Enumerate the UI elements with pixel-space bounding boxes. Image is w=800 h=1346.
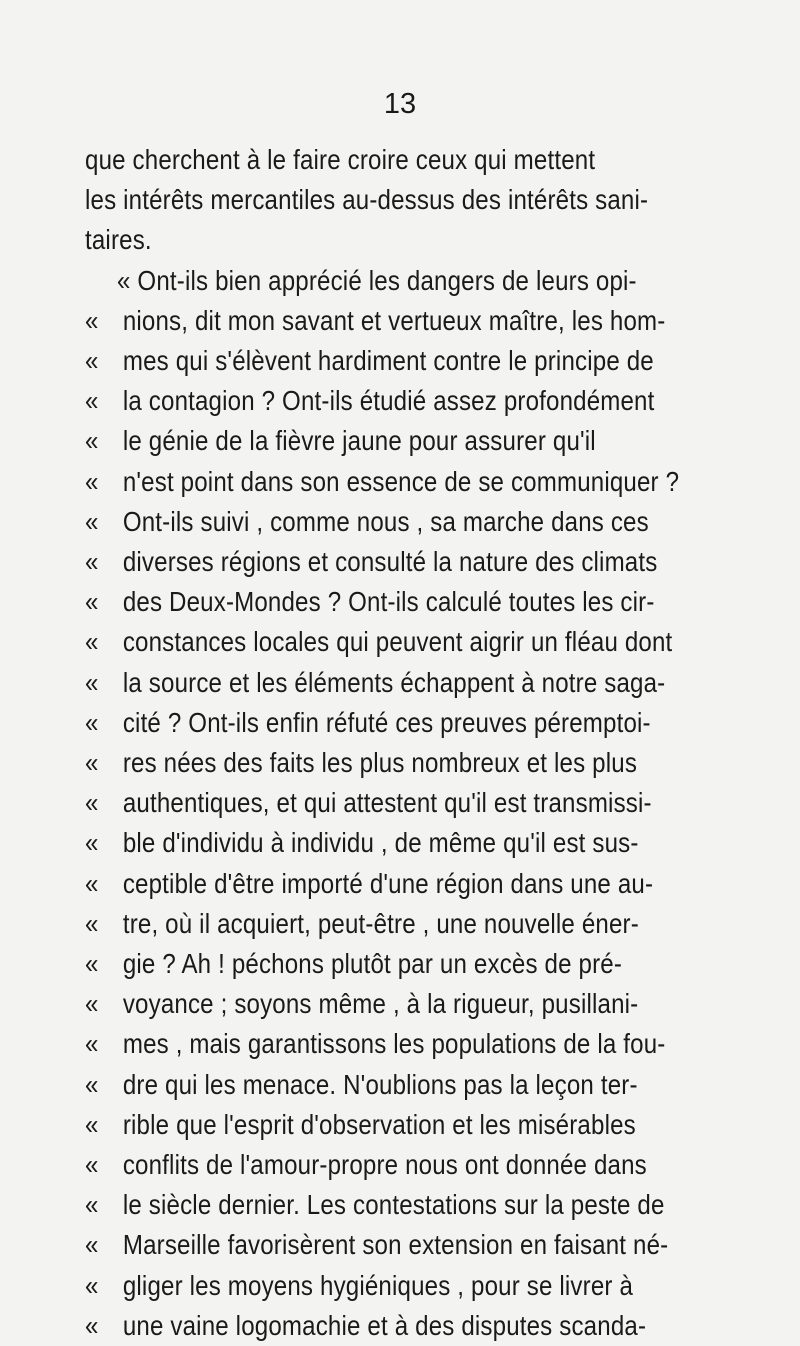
guillemet-mark: « bbox=[85, 385, 99, 417]
text-line bbox=[85, 944, 622, 984]
guillemet-mark: « bbox=[85, 626, 99, 658]
text-line bbox=[85, 823, 639, 863]
guillemet-mark: « bbox=[85, 706, 99, 738]
text-line-content: le génie de la fièvre jaune pour assurer qu'il bbox=[122, 425, 596, 457]
guillemet-mark: « bbox=[85, 1149, 99, 1180]
guillemet-mark: « bbox=[85, 1068, 99, 1100]
text-line bbox=[85, 1065, 638, 1105]
text-line-content: rible que l'esprit d'observation et les misérables bbox=[122, 1108, 636, 1140]
guillemet-mark: « bbox=[85, 1309, 99, 1341]
guillemet-mark: « bbox=[85, 425, 99, 457]
text-line bbox=[85, 542, 657, 582]
text-line-content: conflits de l'amour-propre nous ont donnée dans bbox=[122, 1149, 647, 1180]
text-line bbox=[85, 1145, 647, 1185]
guillemet-mark: « bbox=[85, 1229, 99, 1261]
text-line-content: nions, dit mon savant et vertueux maître, les hom- bbox=[122, 304, 666, 336]
text-line bbox=[85, 180, 648, 220]
text-line-content: Ont-ils suivi , comme nous , sa marche dans ces bbox=[122, 505, 649, 537]
guillemet-mark: « bbox=[85, 787, 99, 819]
text-line-content: ceptible d'être importé d'une région dans une au- bbox=[122, 867, 654, 899]
guillemet-mark: « bbox=[85, 345, 99, 376]
text-line bbox=[85, 743, 637, 783]
guillemet-mark: « bbox=[85, 465, 99, 497]
text-line-content: « Ont-ils bien apprécié les dangers de leurs opi- bbox=[117, 264, 637, 296]
text-line-content: constances locales qui peuvent aigrir un fléau dont bbox=[122, 626, 673, 658]
text-line bbox=[85, 1105, 636, 1145]
text-line-content: la source et les éléments échappent à notre saga- bbox=[122, 666, 666, 698]
text-line bbox=[85, 1225, 668, 1265]
text-line-content: diverses régions et consulté la nature des climats bbox=[122, 546, 658, 577]
text-line-content: Marseille favorisèrent son extension en faisant né- bbox=[122, 1229, 669, 1261]
text-line bbox=[85, 462, 679, 502]
guillemet-mark: « bbox=[85, 505, 99, 537]
guillemet-mark: « bbox=[85, 586, 99, 618]
text-line bbox=[85, 140, 595, 180]
guillemet-mark: « bbox=[85, 988, 99, 1020]
guillemet-mark: « bbox=[85, 666, 99, 698]
text-line bbox=[85, 220, 152, 260]
guillemet-mark: « bbox=[85, 546, 99, 577]
text-line-content: le siècle dernier. Les contestations sur la peste de bbox=[122, 1189, 665, 1221]
text-line-content: voyance ; soyons même , à la rigueur, pusillani- bbox=[122, 988, 639, 1020]
text-line bbox=[85, 1306, 646, 1346]
guillemet-mark: « bbox=[85, 948, 99, 979]
guillemet-mark: « bbox=[85, 1189, 99, 1221]
text-line-content: mes qui s'élèvent hardiment contre le principe de bbox=[122, 345, 654, 376]
guillemet-mark: « bbox=[85, 747, 99, 778]
text-line-content: que cherchent à le faire croire ceux qui mettent bbox=[85, 144, 596, 175]
text-line-content: taires. bbox=[85, 224, 152, 256]
guillemet-mark: « bbox=[85, 827, 99, 859]
text-line bbox=[85, 783, 652, 823]
text-line bbox=[85, 984, 638, 1024]
text-line-content: n'est point dans son essence de se communiquer ? bbox=[122, 465, 680, 497]
text-line bbox=[85, 1024, 666, 1064]
guillemet-mark: « bbox=[85, 1108, 99, 1140]
text-line-content: authentiques, et qui attestent qu'il est transmissi- bbox=[122, 787, 652, 819]
text-line bbox=[85, 381, 654, 421]
text-line bbox=[85, 1185, 665, 1225]
text-line-content: mes , mais garantissons les populations de la fou- bbox=[122, 1028, 666, 1060]
text-line-content: les intérêts mercantiles au-dessus des intérêts sani- bbox=[85, 184, 649, 216]
page-number: 13 bbox=[383, 88, 417, 120]
text-line bbox=[85, 622, 672, 662]
guillemet-mark: « bbox=[85, 867, 99, 899]
text-line-content: ble d'individu à individu , de même qu'il est sus- bbox=[122, 827, 639, 859]
text-line-content: gliger les moyens hygiéniques , pour se livrer à bbox=[122, 1269, 634, 1301]
guillemet-mark: « bbox=[85, 1269, 99, 1301]
text-line bbox=[117, 261, 637, 301]
text-line-content: dre qui les menace. N'oublions pas la leçon ter- bbox=[122, 1068, 638, 1100]
text-line-content: cité ? Ont-ils enfin réfuté ces preuves péremptoi- bbox=[122, 706, 651, 738]
guillemet-mark: « bbox=[85, 1028, 99, 1060]
text-line-content: tre, où il acquiert, peut-être , une nouvelle éner- bbox=[122, 907, 639, 939]
text-line bbox=[85, 301, 665, 341]
text-line bbox=[85, 904, 639, 944]
guillemet-mark: « bbox=[85, 907, 99, 939]
guillemet-mark: « bbox=[85, 304, 99, 336]
text-line bbox=[85, 703, 651, 743]
text-line bbox=[85, 502, 649, 542]
text-line-content: une vaine logomachie et à des disputes scanda- bbox=[122, 1309, 647, 1341]
text-line bbox=[85, 864, 653, 904]
text-line-content: gie ? Ah ! péchons plutôt par un excès de pré- bbox=[122, 948, 623, 979]
text-line bbox=[85, 582, 655, 622]
text-line bbox=[85, 1266, 633, 1306]
text-line-content: la contagion ? Ont-ils étudié assez profondément bbox=[122, 385, 655, 417]
text-line-content: des Deux-Mondes ? Ont-ils calculé toutes les cir- bbox=[122, 586, 655, 618]
text-line bbox=[85, 663, 665, 703]
text-line bbox=[85, 421, 596, 461]
text-line bbox=[85, 341, 654, 381]
text-line-content: res nées des faits les plus nombreux et les plus bbox=[122, 747, 638, 778]
